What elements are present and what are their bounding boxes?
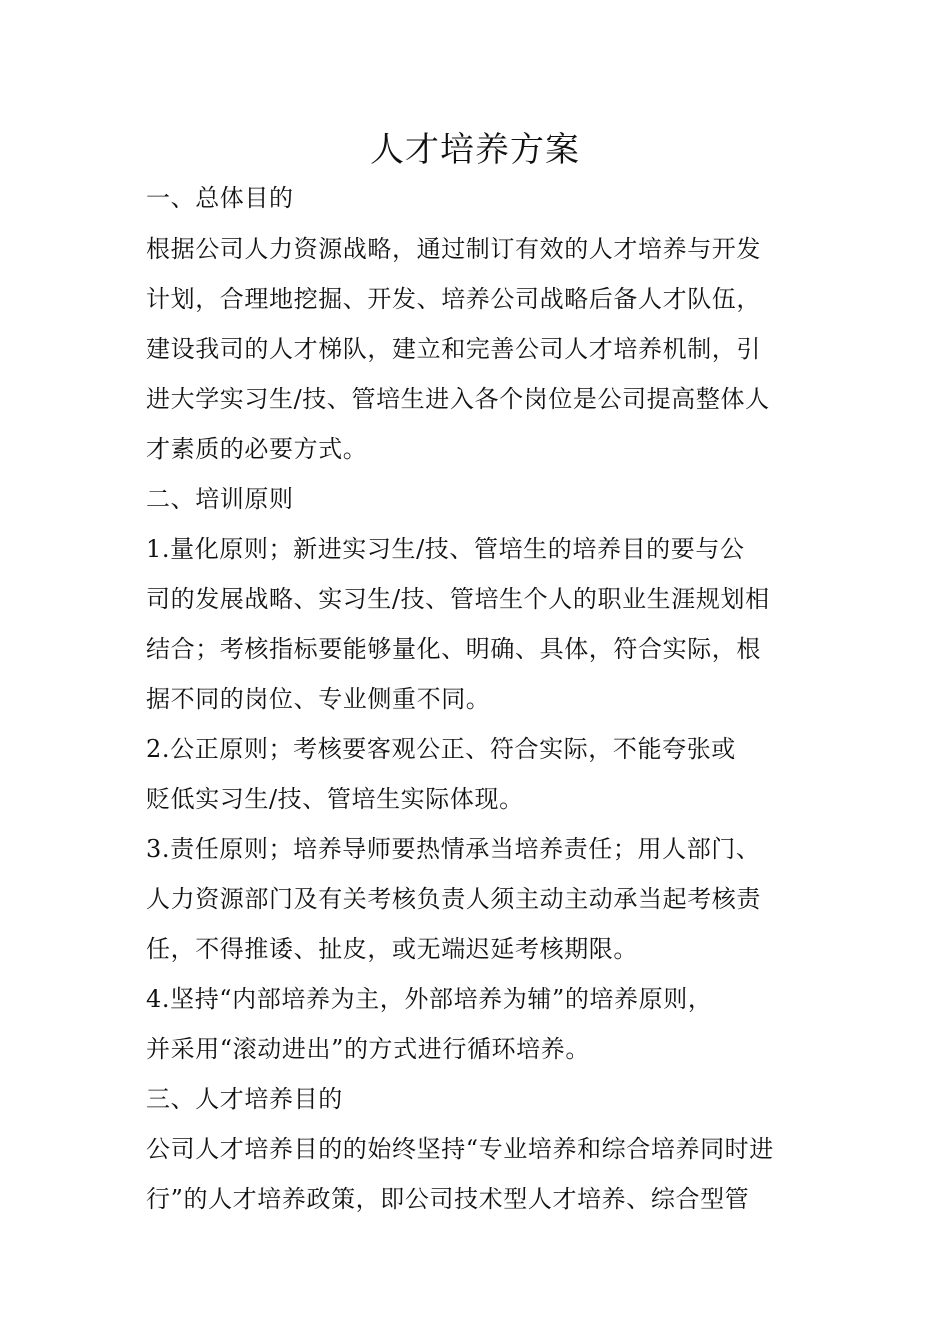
document-title: 人才培养方案 — [370, 130, 580, 170]
paragraph-line: 1.量化原则；新进实习生/技、管培生的培养目的要与公 — [146, 535, 745, 563]
paragraph-line: 建设我司的人才梯队，建立和完善公司人才培养机制，引 — [146, 335, 761, 363]
paragraph-line: 行”的人才培养政策，即公司技术型人才培养、综合型管 — [146, 1185, 750, 1213]
paragraph-line: 2.公正原则；考核要客观公正、符合实际，不能夸张或 — [146, 735, 736, 763]
section-heading-3: 三、人才培养目的 — [146, 1085, 343, 1113]
paragraph-line: 3.责任原则；培养导师要热情承当培养责任；用人部门、 — [146, 835, 761, 863]
paragraph-line: 并采用“滚动进出”的方式进行循环培养。 — [146, 1035, 590, 1063]
section-heading-2: 二、培训原则 — [146, 485, 294, 513]
paragraph-line: 公司人才培养目的的始终坚持“专业培养和综合培养同时进 — [146, 1135, 774, 1163]
paragraph-line: 贬低实习生/技、管培生实际体现。 — [146, 785, 524, 813]
paragraph-line: 4.坚持“内部培养为主，外部培养为辅”的培养原则， — [146, 985, 713, 1013]
section-heading-1: 一、总体目的 — [146, 184, 294, 212]
paragraph-line: 计划，合理地挖掘、开发、培养公司战略后备人才队伍， — [146, 285, 761, 313]
paragraph-line: 进大学实习生/技、管培生进入各个岗位是公司提高整体人 — [146, 385, 770, 413]
paragraph-line: 司的发展战略、实习生/技、管培生个人的职业生涯规划相 — [146, 585, 770, 613]
paragraph-line: 据不同的岗位、专业侧重不同。 — [146, 685, 491, 713]
paragraph-line: 结合；考核指标要能够量化、明确、具体，符合实际，根 — [146, 635, 761, 663]
paragraph-line: 任，不得推诿、扯皮，或无端迟延考核期限。 — [146, 935, 638, 963]
paragraph-line: 人力资源部门及有关考核负责人须主动主动承当起考核责 — [146, 885, 761, 913]
paragraph-line: 根据公司人力资源战略，通过制订有效的人才培养与开发 — [146, 235, 761, 263]
paragraph-line: 才素质的必要方式。 — [146, 435, 368, 463]
